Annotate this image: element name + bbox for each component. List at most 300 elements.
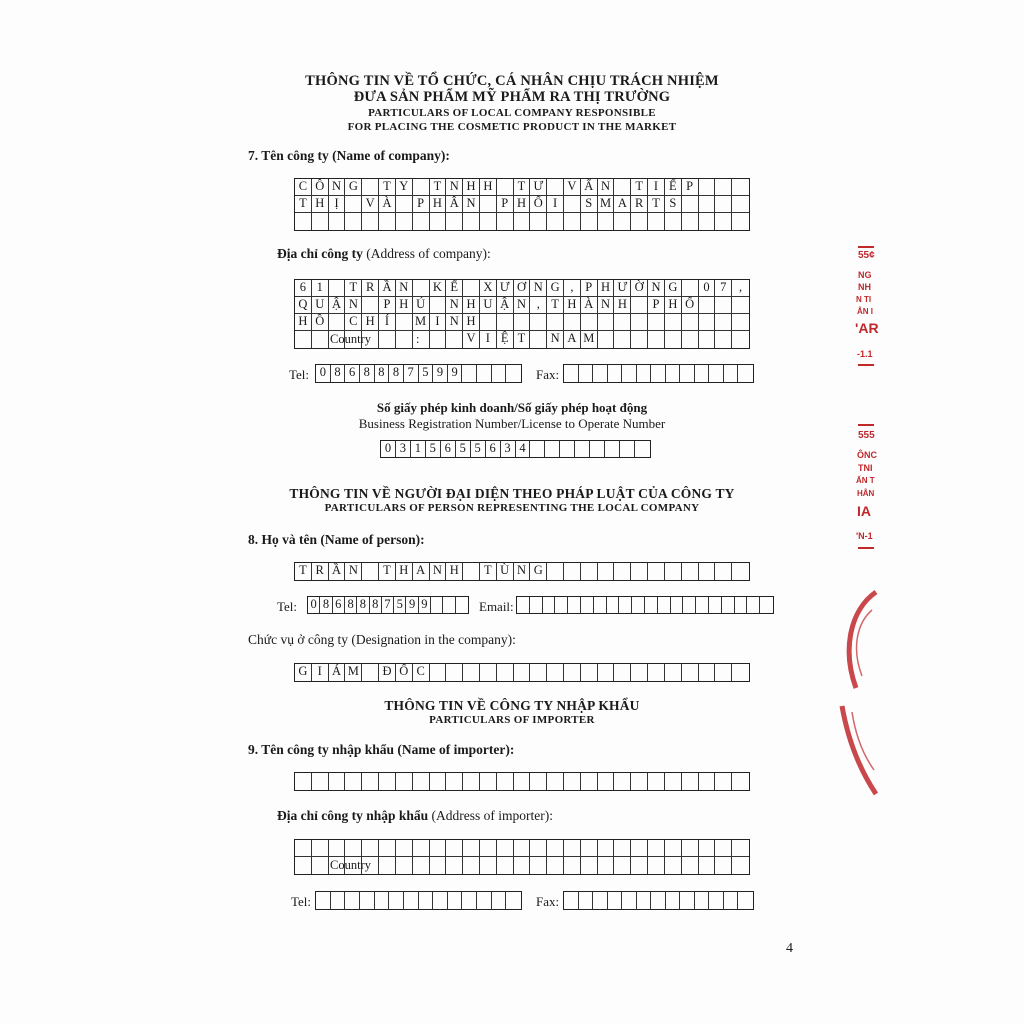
form-box[interactable] — [760, 597, 773, 613]
form-box[interactable]: I — [430, 314, 447, 331]
form-box[interactable] — [680, 365, 695, 382]
form-box[interactable] — [329, 840, 346, 857]
company-name-grid[interactable] — [294, 178, 750, 231]
form-box[interactable] — [699, 179, 716, 196]
form-box[interactable]: Ị — [329, 196, 346, 213]
form-box[interactable] — [598, 213, 615, 230]
form-box[interactable] — [622, 365, 637, 382]
form-box[interactable] — [396, 857, 413, 874]
form-box[interactable] — [362, 213, 379, 230]
form-box[interactable] — [637, 365, 652, 382]
form-box[interactable]: G — [530, 563, 547, 580]
form-box[interactable] — [295, 840, 312, 857]
form-box[interactable] — [666, 892, 681, 909]
form-box[interactable]: R — [631, 196, 648, 213]
form-box[interactable] — [431, 597, 443, 613]
form-box[interactable]: , — [732, 280, 749, 297]
form-box[interactable] — [614, 213, 631, 230]
form-box[interactable]: N — [446, 314, 463, 331]
form-box[interactable] — [413, 213, 430, 230]
form-box[interactable]: Ư — [497, 280, 514, 297]
form-box[interactable] — [345, 213, 362, 230]
form-box[interactable] — [492, 365, 507, 382]
form-box[interactable]: H — [362, 314, 379, 331]
form-box[interactable]: N — [530, 280, 547, 297]
form-box[interactable] — [715, 840, 732, 857]
form-box[interactable] — [564, 664, 581, 681]
form-box[interactable]: T — [379, 179, 396, 196]
form-box[interactable] — [581, 314, 598, 331]
form-box[interactable] — [497, 213, 514, 230]
importer-name-grid[interactable] — [294, 772, 750, 791]
form-box[interactable] — [430, 664, 447, 681]
form-box[interactable] — [564, 892, 579, 909]
form-box[interactable] — [682, 280, 699, 297]
form-box[interactable] — [593, 365, 608, 382]
form-box[interactable]: 9 — [419, 597, 431, 613]
form-box[interactable]: T — [345, 280, 362, 297]
form-box[interactable]: 5 — [419, 365, 434, 382]
form-box[interactable] — [345, 892, 360, 909]
form-box[interactable]: T — [480, 563, 497, 580]
form-box[interactable]: Ố — [396, 664, 413, 681]
form-box[interactable] — [665, 857, 682, 874]
form-box[interactable]: U — [480, 297, 497, 314]
form-box[interactable] — [396, 314, 413, 331]
form-box[interactable]: S — [665, 196, 682, 213]
form-box[interactable] — [715, 773, 732, 790]
form-box[interactable] — [682, 213, 699, 230]
fax-grid[interactable] — [563, 364, 754, 383]
form-box[interactable] — [648, 331, 665, 348]
form-box[interactable] — [396, 331, 413, 348]
form-box[interactable]: Ố — [530, 196, 547, 213]
form-box[interactable]: R — [362, 280, 379, 297]
form-box[interactable]: N — [514, 297, 531, 314]
form-box[interactable]: I — [648, 179, 665, 196]
form-box[interactable] — [682, 563, 699, 580]
form-box[interactable] — [360, 892, 375, 909]
form-box[interactable] — [581, 563, 598, 580]
form-box[interactable]: T — [648, 196, 665, 213]
form-box[interactable] — [651, 892, 666, 909]
tel-grid[interactable] — [315, 364, 522, 383]
form-box[interactable] — [732, 297, 749, 314]
form-box[interactable] — [648, 664, 665, 681]
form-box[interactable] — [497, 179, 514, 196]
form-box[interactable] — [665, 773, 682, 790]
form-box[interactable] — [312, 773, 329, 790]
designation-grid[interactable] — [294, 663, 750, 682]
form-box[interactable] — [699, 773, 716, 790]
form-box[interactable] — [699, 857, 716, 874]
form-box[interactable]: 8 — [360, 365, 375, 382]
form-box[interactable] — [413, 840, 430, 857]
form-box[interactable] — [443, 597, 455, 613]
form-box[interactable]: H — [480, 179, 497, 196]
form-box[interactable]: T — [295, 196, 312, 213]
form-box[interactable] — [598, 773, 615, 790]
form-box[interactable]: N — [648, 280, 665, 297]
form-box[interactable] — [631, 664, 648, 681]
form-box[interactable] — [722, 597, 735, 613]
business-registration-grid[interactable] — [380, 440, 651, 458]
form-box[interactable] — [564, 773, 581, 790]
form-box[interactable] — [480, 857, 497, 874]
form-box[interactable] — [699, 314, 716, 331]
form-box[interactable] — [433, 892, 448, 909]
form-box[interactable]: 9 — [433, 365, 448, 382]
form-box[interactable] — [631, 773, 648, 790]
form-box[interactable] — [413, 179, 430, 196]
form-box[interactable]: P — [497, 196, 514, 213]
form-box[interactable] — [295, 213, 312, 230]
form-box[interactable] — [614, 840, 631, 857]
form-box[interactable] — [564, 840, 581, 857]
form-box[interactable] — [413, 773, 430, 790]
form-box[interactable] — [463, 213, 480, 230]
form-box[interactable] — [295, 857, 312, 874]
form-box[interactable] — [362, 179, 379, 196]
form-box[interactable] — [446, 840, 463, 857]
form-box[interactable] — [614, 857, 631, 874]
form-box[interactable]: I — [312, 664, 329, 681]
form-box[interactable] — [316, 892, 331, 909]
form-box[interactable]: M — [598, 196, 615, 213]
form-box[interactable] — [295, 773, 312, 790]
form-box[interactable] — [715, 664, 732, 681]
form-box[interactable] — [564, 314, 581, 331]
form-box[interactable] — [312, 840, 329, 857]
form-box[interactable] — [607, 597, 620, 613]
form-box[interactable] — [514, 213, 531, 230]
form-box[interactable] — [345, 773, 362, 790]
form-box[interactable]: G — [665, 280, 682, 297]
form-box[interactable] — [379, 857, 396, 874]
form-box[interactable] — [547, 840, 564, 857]
form-box[interactable]: Ư — [614, 280, 631, 297]
form-box[interactable]: 7 — [382, 597, 394, 613]
form-box[interactable] — [699, 331, 716, 348]
form-box[interactable] — [747, 597, 760, 613]
form-box[interactable]: M — [345, 664, 362, 681]
form-box[interactable]: , — [564, 280, 581, 297]
form-box[interactable] — [547, 213, 564, 230]
form-box[interactable] — [477, 892, 492, 909]
form-box[interactable]: Ấ — [581, 179, 598, 196]
form-box[interactable]: 0 — [316, 365, 331, 382]
form-box[interactable] — [530, 597, 543, 613]
form-box[interactable] — [430, 213, 447, 230]
form-box[interactable]: A — [614, 196, 631, 213]
form-box[interactable]: N — [329, 179, 346, 196]
form-box[interactable] — [430, 840, 447, 857]
form-box[interactable]: N — [463, 196, 480, 213]
form-box[interactable]: H — [430, 196, 447, 213]
form-box[interactable]: Ậ — [329, 297, 346, 314]
form-box[interactable] — [345, 196, 362, 213]
form-box[interactable] — [396, 840, 413, 857]
form-box[interactable]: G — [295, 664, 312, 681]
form-box[interactable] — [480, 314, 497, 331]
form-box[interactable]: 8 — [357, 597, 369, 613]
form-box[interactable] — [680, 892, 695, 909]
form-box[interactable] — [362, 773, 379, 790]
form-box[interactable] — [564, 365, 579, 382]
form-box[interactable]: P — [682, 179, 699, 196]
form-box[interactable] — [732, 840, 749, 857]
form-box[interactable] — [614, 331, 631, 348]
form-box[interactable] — [547, 314, 564, 331]
form-box[interactable]: H — [564, 297, 581, 314]
form-box[interactable] — [530, 213, 547, 230]
form-box[interactable] — [699, 563, 716, 580]
form-box[interactable] — [413, 857, 430, 874]
form-box[interactable]: G — [547, 280, 564, 297]
form-box[interactable] — [648, 213, 665, 230]
form-box[interactable]: 5 — [394, 597, 406, 613]
form-box[interactable] — [645, 597, 658, 613]
form-box[interactable] — [463, 664, 480, 681]
form-box[interactable] — [715, 196, 732, 213]
form-box[interactable] — [547, 664, 564, 681]
form-box[interactable] — [715, 179, 732, 196]
form-box[interactable]: Ệ — [497, 331, 514, 348]
form-box[interactable]: T — [514, 331, 531, 348]
form-box[interactable]: H — [396, 297, 413, 314]
form-box[interactable] — [430, 297, 447, 314]
form-box[interactable]: Ờ — [631, 280, 648, 297]
form-box[interactable]: N — [345, 563, 362, 580]
form-box[interactable] — [732, 664, 749, 681]
form-box[interactable]: H — [665, 297, 682, 314]
form-box[interactable] — [709, 892, 724, 909]
form-box[interactable]: Ư — [530, 179, 547, 196]
form-box[interactable]: 0 — [308, 597, 320, 613]
form-box[interactable]: G — [345, 179, 362, 196]
form-box[interactable] — [480, 213, 497, 230]
form-box[interactable]: H — [295, 314, 312, 331]
form-box[interactable] — [462, 892, 477, 909]
form-box[interactable] — [648, 563, 665, 580]
form-box[interactable] — [614, 563, 631, 580]
form-box[interactable] — [631, 563, 648, 580]
form-box[interactable] — [709, 365, 724, 382]
form-box[interactable]: Ậ — [497, 297, 514, 314]
form-box[interactable] — [631, 314, 648, 331]
form-box[interactable] — [463, 563, 480, 580]
form-box[interactable]: N — [396, 280, 413, 297]
form-box[interactable] — [658, 597, 671, 613]
form-box[interactable] — [480, 840, 497, 857]
form-box[interactable]: Ú — [413, 297, 430, 314]
form-box[interactable] — [497, 857, 514, 874]
form-box[interactable] — [396, 196, 413, 213]
form-box[interactable] — [581, 213, 598, 230]
form-box[interactable] — [514, 773, 531, 790]
form-box[interactable] — [614, 179, 631, 196]
form-box[interactable]: 0 — [699, 280, 716, 297]
form-box[interactable]: Đ — [379, 664, 396, 681]
form-box[interactable]: 8 — [389, 365, 404, 382]
form-box[interactable] — [312, 213, 329, 230]
form-box[interactable] — [732, 563, 749, 580]
form-box[interactable] — [345, 840, 362, 857]
rep-tel-grid[interactable] — [307, 596, 469, 614]
form-box[interactable] — [312, 857, 329, 874]
form-box[interactable]: 6 — [441, 441, 456, 457]
form-box[interactable]: 8 — [331, 365, 346, 382]
form-box[interactable] — [682, 773, 699, 790]
form-box[interactable] — [404, 892, 419, 909]
form-box[interactable]: Y — [396, 179, 413, 196]
form-box[interactable] — [614, 773, 631, 790]
form-box[interactable] — [413, 280, 430, 297]
importer-fax-grid[interactable] — [563, 891, 754, 910]
form-box[interactable] — [564, 196, 581, 213]
form-box[interactable]: Q — [295, 297, 312, 314]
form-box[interactable] — [735, 597, 748, 613]
form-box[interactable] — [682, 840, 699, 857]
form-box[interactable] — [560, 441, 575, 457]
form-box[interactable]: 6 — [486, 441, 501, 457]
form-box[interactable]: 5 — [426, 441, 441, 457]
form-box[interactable] — [682, 857, 699, 874]
form-box[interactable]: 6 — [333, 597, 345, 613]
form-box[interactable]: T — [514, 179, 531, 196]
form-box[interactable] — [514, 857, 531, 874]
form-box[interactable] — [379, 773, 396, 790]
form-box[interactable] — [312, 331, 329, 348]
form-box[interactable] — [480, 664, 497, 681]
form-box[interactable]: 0 — [381, 441, 396, 457]
form-box[interactable] — [732, 857, 749, 874]
importer-tel-grid[interactable] — [315, 891, 522, 910]
form-box[interactable] — [614, 314, 631, 331]
form-box[interactable]: N — [446, 179, 463, 196]
form-box[interactable] — [631, 331, 648, 348]
form-box[interactable]: P — [648, 297, 665, 314]
form-box[interactable]: 5 — [456, 441, 471, 457]
form-box[interactable]: H — [446, 563, 463, 580]
form-box[interactable] — [608, 892, 623, 909]
form-box[interactable] — [620, 441, 635, 457]
form-box[interactable] — [665, 840, 682, 857]
form-box[interactable]: H — [598, 280, 615, 297]
form-box[interactable] — [547, 563, 564, 580]
form-box[interactable]: Ồ — [312, 314, 329, 331]
form-box[interactable]: P — [581, 280, 598, 297]
form-box[interactable] — [738, 365, 753, 382]
form-box[interactable] — [497, 840, 514, 857]
form-box[interactable] — [598, 314, 615, 331]
form-box[interactable] — [614, 664, 631, 681]
form-box[interactable]: 9 — [448, 365, 463, 382]
form-box[interactable] — [514, 314, 531, 331]
form-box[interactable]: N — [345, 297, 362, 314]
form-box[interactable] — [699, 196, 716, 213]
form-box[interactable]: 3 — [396, 441, 411, 457]
form-box[interactable]: N — [598, 297, 615, 314]
form-box[interactable]: C — [345, 314, 362, 331]
form-box[interactable] — [605, 441, 620, 457]
form-box[interactable] — [666, 365, 681, 382]
form-box[interactable] — [329, 773, 346, 790]
form-box[interactable]: Ế — [446, 280, 463, 297]
form-box[interactable] — [648, 773, 665, 790]
form-box[interactable] — [581, 597, 594, 613]
form-box[interactable]: H — [614, 297, 631, 314]
form-box[interactable]: Ơ — [514, 280, 531, 297]
form-box[interactable] — [375, 892, 390, 909]
form-box[interactable] — [732, 331, 749, 348]
form-box[interactable] — [575, 441, 590, 457]
form-box[interactable]: 7 — [715, 280, 732, 297]
form-box[interactable]: V — [564, 179, 581, 196]
form-box[interactable] — [648, 314, 665, 331]
form-box[interactable]: Â — [446, 196, 463, 213]
form-box[interactable] — [329, 213, 346, 230]
form-box[interactable] — [598, 857, 615, 874]
form-box[interactable] — [665, 331, 682, 348]
form-box[interactable] — [590, 441, 605, 457]
form-box[interactable]: Ù — [497, 563, 514, 580]
form-box[interactable] — [631, 213, 648, 230]
form-box[interactable] — [699, 840, 716, 857]
form-box[interactable]: N — [514, 563, 531, 580]
form-box[interactable] — [682, 196, 699, 213]
form-box[interactable] — [619, 597, 632, 613]
form-box[interactable] — [379, 213, 396, 230]
form-box[interactable] — [724, 365, 739, 382]
form-box[interactable] — [396, 213, 413, 230]
form-box[interactable] — [682, 331, 699, 348]
form-box[interactable]: 5 — [471, 441, 486, 457]
form-box[interactable]: T — [430, 179, 447, 196]
form-box[interactable] — [732, 213, 749, 230]
form-box[interactable]: I — [547, 196, 564, 213]
form-box[interactable] — [555, 597, 568, 613]
rep-email-grid[interactable] — [516, 596, 774, 614]
form-box[interactable] — [295, 331, 312, 348]
form-box[interactable] — [362, 297, 379, 314]
form-box[interactable]: H — [463, 297, 480, 314]
form-box[interactable] — [665, 314, 682, 331]
form-box[interactable] — [648, 840, 665, 857]
form-box[interactable] — [715, 331, 732, 348]
form-box[interactable]: 1 — [312, 280, 329, 297]
form-box[interactable] — [462, 365, 477, 382]
form-box[interactable]: R — [312, 563, 329, 580]
form-box[interactable] — [530, 441, 545, 457]
form-box[interactable]: P — [413, 196, 430, 213]
form-box[interactable]: V — [362, 196, 379, 213]
form-box[interactable] — [699, 664, 716, 681]
form-box[interactable] — [497, 314, 514, 331]
form-box[interactable] — [480, 773, 497, 790]
form-box[interactable] — [547, 179, 564, 196]
form-box[interactable]: Í — [379, 314, 396, 331]
form-box[interactable] — [665, 563, 682, 580]
form-box[interactable] — [506, 892, 521, 909]
form-box[interactable] — [732, 773, 749, 790]
form-box[interactable] — [379, 840, 396, 857]
form-box[interactable] — [598, 331, 615, 348]
form-box[interactable] — [598, 840, 615, 857]
form-box[interactable] — [379, 331, 396, 348]
form-box[interactable] — [696, 597, 709, 613]
form-box[interactable]: M — [581, 331, 598, 348]
